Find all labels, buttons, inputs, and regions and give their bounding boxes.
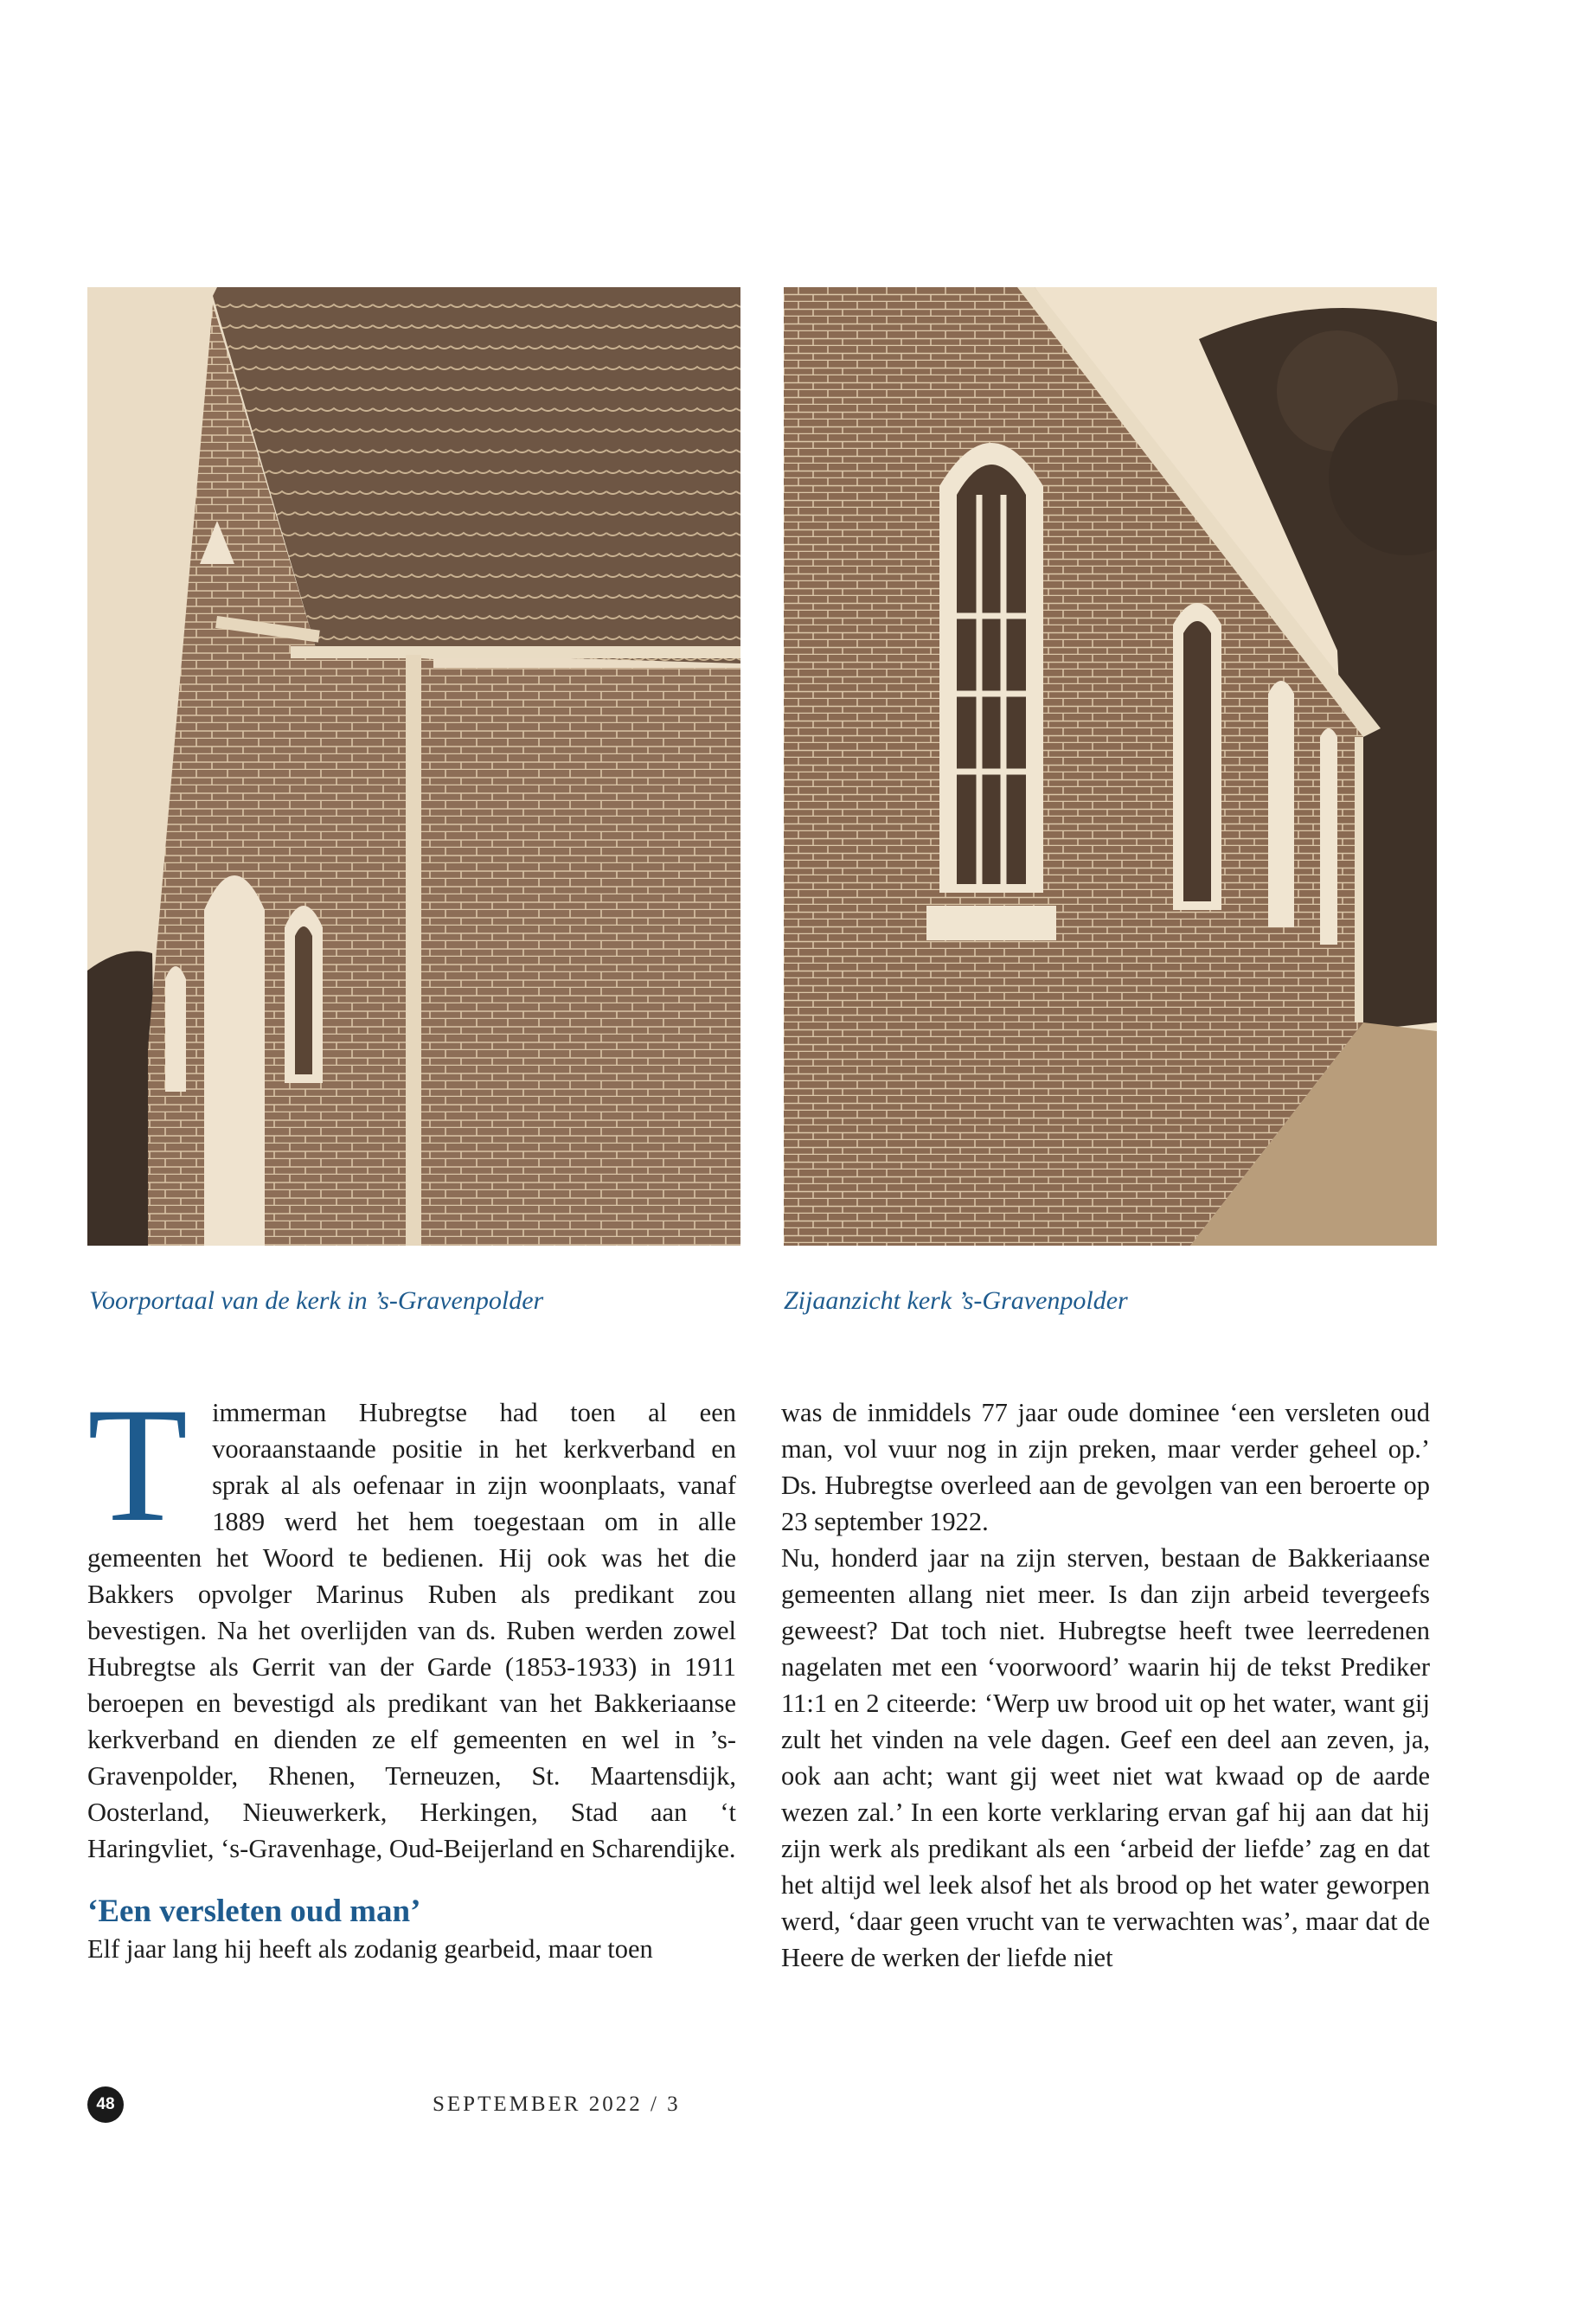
article-column-left <box>87 1375 736 1967</box>
photo-church-side <box>784 287 1437 1246</box>
article-subheading: ‘Een versleten oud man’ <box>87 1894 421 1929</box>
article-paragraph-left-end: Elf jaar lang hij heeft als zodanig gearbeid, maar toen <box>87 1934 653 1964</box>
article-paragraph-right-1: was de inmiddels 77 jaar oude dominee ‘een versleten oud man, vol vuur nog in zijn preken, maar verder geheel op.’ Ds. Hubregtse overleed aan de gevolgen van een beroerte op 23 september 1922. <box>781 1398 1430 1536</box>
article-column-right <box>781 1394 1430 1976</box>
article-intro-paragraph: immerman Hubregtse had toen al een vooraanstaande positie in het kerkverband en sprak al als oefenaar in zijn woonplaats, vanaf 1889 werd het hem toegestaan om in alle gemeenten het Woord te bedienen. Hij ook was het die Bakkers opvolger Marinus Ruben als predikant zou bevestigen. Na het overlijden van ds. Ruben werden zowel Hubregtse als Gerrit van der Garde (1853-1933) in 1911 beroepen en bevestigd als predikant van het Bakkeriaanse kerkverband en dienden ze elf gemeenten en wel in ’s-Gravenpolder, Rhenen, Terneuzen, St. Maartensdijk, Oosterland, Nieuwerkerk, Herkingen, Stad aan ‘t Haringvliet, ‘s-Gravenhage, Oud-Beijerland en Scharendijke. <box>87 1398 736 1863</box>
article-paragraph-right-2: Nu, honderd jaar na zijn sterven, bestaan de Bakkeriaanse gemeenten allang niet meer. Is dan zijn arbeid tevergeefs geweest? Dat toch niet. Hubregtse heeft twee leerredenen nagelaten met een ‘voorwoord’ waarin hij de tekst Prediker 11:1 en 2 citeerde: ‘Werp uw brood uit op het water, want gij zult het vinden na vele dagen. Geef een deel aan zeven, ja, ook aan acht; want gij weet niet wat kwaad op de aarde wezen zal.’ In een korte verklaring ervan gaf hij aan dat hij zijn werk als predikant als een ‘arbeid der liefde’ zag en dat het altijd wel leek alsof het als brood op het water geworpen werd, ‘daar geen vrucht van te verwachten was’, maar dat de Heere de werken der liefde niet <box>781 1543 1430 1972</box>
photo-caption-right: Zijaanzicht kerk ’s-Gravenpolder <box>784 1286 1128 1315</box>
drop-cap: T <box>87 1375 189 1556</box>
issue-footer: SEPTEMBER 2022 / 3 <box>433 2093 681 2116</box>
photo-caption-left: Voorportaal van de kerk in ’s-Gravenpolder <box>89 1286 544 1315</box>
photo-church-porch <box>87 287 740 1246</box>
page-number-badge: 48 <box>87 2086 124 2123</box>
